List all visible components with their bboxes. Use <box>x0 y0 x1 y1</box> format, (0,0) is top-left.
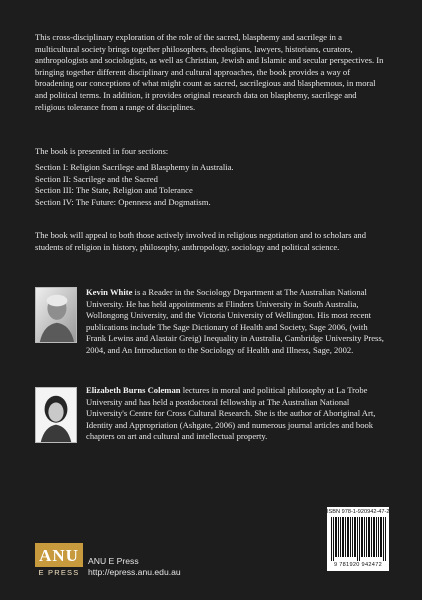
section-item: Section IV: The Future: Openness and Dogmatism. <box>35 196 211 207</box>
anu-epress-logo <box>35 543 83 581</box>
intro-paragraph: This cross-disciplinary exploration of the role of the sacred, blasphemy and sacrilege in a multicultural society brings together philosophers, theologians, lawyers, historians, curators, anthropologists and sociologists, as well as Christian, Jewish and Islamic and secular perspectives. In bringing together different disciplinary and cultural approaches, the book provides a way of broadening our conceptions of what might count as sacred, sacrilegious and blasphemous, in moral and political terms. In addition, it provides original research data on blasphemy, sacrilege and religious tolerance from a range of disciplines. <box>35 32 384 112</box>
author-photo-kevin-white <box>35 287 77 343</box>
isbn-barcode <box>327 507 389 571</box>
barcode-bars <box>330 517 386 561</box>
author-photo-elizabeth-burns-coleman <box>35 387 77 443</box>
section-item: Section III: The State, Religion and Tolerance <box>35 185 193 196</box>
author-bio-text: lectures in moral and political philosophy at La Trobe University and has held a postdoctoral fellowship at The Australian National University's Centre for Cross Cultural Research. She is the author of Aboriginal Art, Identity and Appropriation (Ashgate, 2006) and numerous journal articles and book chapters on art and cultural and intellectual property. <box>86 385 376 442</box>
logo-main-text: ANU <box>39 546 79 565</box>
isbn-label: ISBN 978-1-920942-47-2 <box>327 509 390 515</box>
publisher-url[interactable]: http://epress.anu.edu.au <box>88 567 181 577</box>
author-bio-kevin-white <box>86 287 386 357</box>
publisher-name: ANU E Press <box>88 556 139 566</box>
appeal-paragraph: The book will appeal to both those actively involved in religious negotiation and to scholars and students of religion in history, philosophy, anthropology, sociology and political science. <box>35 230 367 252</box>
sections-intro: The book is presented in four sections: <box>35 146 169 156</box>
sections-list <box>35 162 387 208</box>
logo-sub-text: E PRESS <box>38 568 80 577</box>
author-bio-text: is a Reader in the Sociology Department at The Australian National University. He has held appointments at Flinders University in South Australia, Wollongong University, and the Victoria University of Wellington. His most recent publications include The Sage Dictionary of Health and Society, Sage 2006, (with Frank Lewins and Alastair Greig) Inequality in Australia, Cambridge University Press, 2004, and An Introduction to the Sociology of Health and Illness, Sage, 2002. <box>86 287 384 355</box>
section-item: Section I: Religion Sacrilege and Blasphemy in Australia. <box>35 162 234 172</box>
author-name: Elizabeth Burns Coleman <box>86 385 181 395</box>
author-bio-elizabeth-burns-coleman <box>86 385 386 443</box>
section-item: Section II: Sacrilege and the Sacred <box>35 173 158 184</box>
isbn-number: 9 781920 942472 <box>333 562 383 568</box>
publisher-info <box>88 556 181 578</box>
author-name: Kevin White <box>86 287 133 297</box>
